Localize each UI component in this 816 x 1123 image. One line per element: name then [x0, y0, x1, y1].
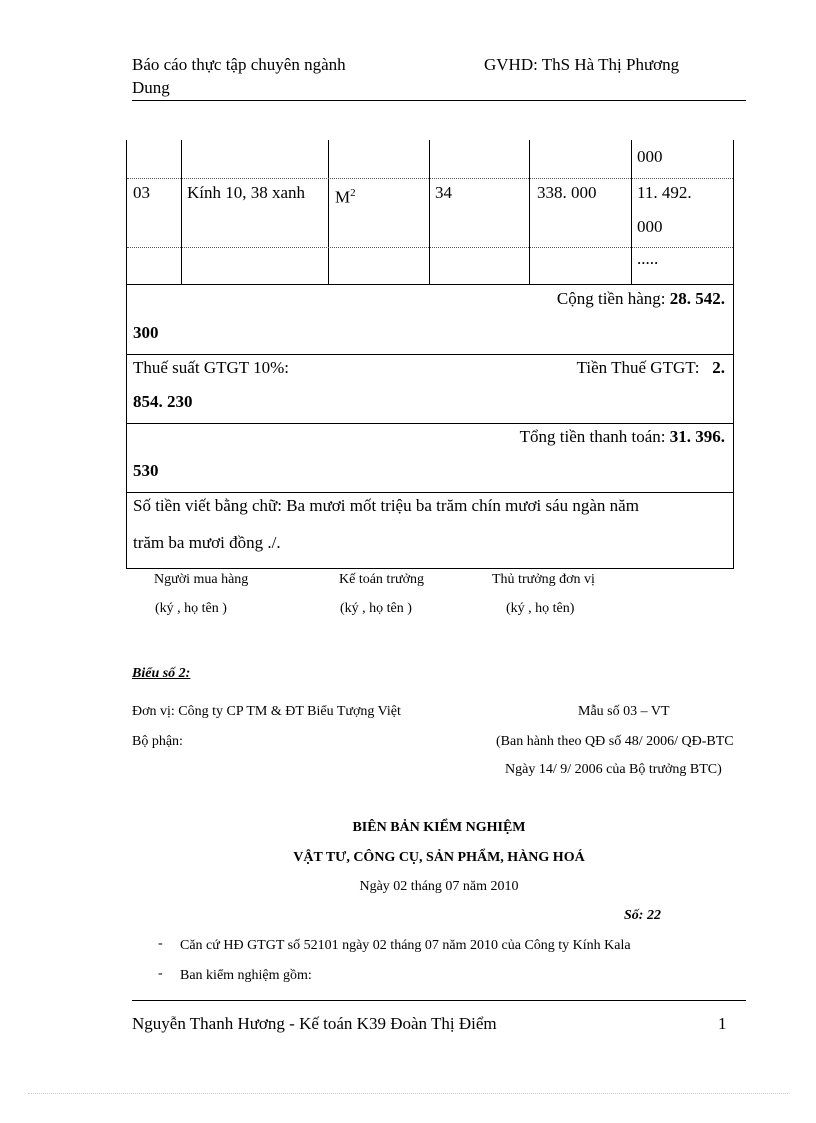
- signature-buyer-role: Người mua hàng: [154, 572, 249, 587]
- header-author-continued: Dung: [132, 78, 170, 97]
- row2-amount-line1: 11. 492.: [637, 183, 692, 202]
- row2-qty: 34: [435, 183, 452, 202]
- form2-title-line1: BIÊN BẢN KIỂM NGHIỆM: [352, 820, 526, 835]
- form2-label: Biểu số 2:: [132, 666, 191, 681]
- row2-amount-line2: 000: [637, 217, 663, 236]
- grand-total: Tổng tiền thanh toán: 31. 396.: [519, 427, 725, 446]
- signature-director-note: (ký , họ tên): [506, 601, 575, 616]
- row2-price: 338. 000: [537, 183, 597, 202]
- form2-unit: Đơn vị: Công ty CP TM & ĐT Biểu Tượng Việt: [132, 704, 401, 719]
- bullet-dash-1: -: [158, 936, 163, 951]
- vat-rate: Thuế suất GTGT 10%:: [133, 358, 289, 377]
- signature-buyer-note: (ký , họ tên ): [155, 601, 227, 616]
- signature-director-role: Thủ trưởng đơn vị: [492, 572, 595, 587]
- footer-author: Nguyễn Thanh Hương - Kế toán K39 Đoàn Thị Điểm: [132, 1014, 497, 1033]
- form2-number: Số: 22: [624, 908, 661, 923]
- goods-total-continued: 300: [133, 323, 159, 342]
- bullet-dash-2: -: [158, 966, 163, 981]
- page-number: 1: [718, 1014, 727, 1033]
- header-rule: [132, 100, 746, 101]
- form2-department: Bộ phận:: [132, 734, 183, 749]
- row3-amount: .....: [637, 249, 659, 268]
- signature-chief-accountant-note: (ký , họ tên ): [340, 601, 412, 616]
- row1-amount: 000: [637, 147, 663, 166]
- row2-stt: 03: [133, 183, 150, 202]
- row2-unit: $M^2$: [335, 187, 356, 207]
- form2-form-number: Mẫu số 03 – VT: [578, 704, 670, 719]
- vat-amount-continued: 854. 230: [133, 392, 193, 411]
- form2-title-line2: VẬT TƯ, CÔNG CỤ, SẢN PHẨM, HÀNG HOÁ: [293, 850, 585, 865]
- row2-name: Kính 10, 38 xanh: [187, 183, 306, 202]
- amount-in-words-line2: trăm ba mươi đồng ./.: [133, 533, 281, 552]
- grand-total-continued: 530: [133, 461, 159, 480]
- form2-bullet-1: Căn cứ HĐ GTGT số 52101 ngày 02 tháng 07 năm 2010 của Công ty Kính Kala: [180, 938, 631, 953]
- signature-chief-accountant-role: Kế toán trưởng: [339, 572, 424, 587]
- header-title: Báo cáo thực tập chuyên ngành: [132, 55, 346, 74]
- form2-issued-by-line2: Ngày 14/ 9/ 2006 của Bộ trưởng BTC): [505, 762, 722, 777]
- footer-rule: [132, 1000, 746, 1001]
- vat-amount: Tiền Thuế GTGT: 2.: [576, 358, 725, 377]
- amount-in-words-line1: Số tiền viết bằng chữ: Ba mươi mốt triệu ba trăm chín mươi sáu ngàn năm: [133, 496, 639, 515]
- goods-total: Cộng tiền hàng: 28. 542.: [556, 289, 725, 308]
- invoice-table: [126, 140, 734, 569]
- form2-issued-by-line1: (Ban hành theo QĐ số 48/ 2006/ QĐ-BTC: [496, 734, 734, 749]
- header-supervisor: GVHD: ThS Hà Thị Phương: [484, 55, 680, 74]
- form2-bullet-2: Ban kiểm nghiệm gồm:: [180, 968, 312, 983]
- form2-date: Ngày 02 tháng 07 năm 2010: [359, 879, 519, 894]
- page-boundary: [28, 1093, 788, 1094]
